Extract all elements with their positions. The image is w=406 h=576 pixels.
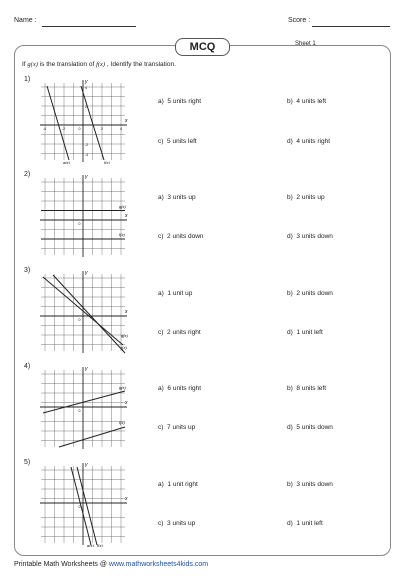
- f-line: [59, 427, 125, 447]
- g-line: [43, 391, 125, 413]
- option-b[interactable]: [287, 290, 333, 297]
- f-label: f(x): [97, 543, 103, 547]
- origin-label: 0: [78, 222, 81, 226]
- option-letter: b): [287, 98, 293, 105]
- coordinate-graph: [37, 363, 131, 451]
- option-a[interactable]: [158, 290, 192, 297]
- g-label: g(x): [63, 160, 70, 164]
- option-text: 1 unit left: [296, 329, 323, 336]
- option-b[interactable]: [287, 194, 325, 201]
- y-axis-label: y: [85, 174, 88, 180]
- option-letter: a): [158, 194, 164, 201]
- coordinate-graph: [37, 459, 131, 547]
- x-axis-label: x: [125, 213, 128, 219]
- f-label: f(x): [121, 345, 127, 350]
- option-letter: c): [158, 329, 164, 336]
- question-number: 1): [24, 76, 31, 83]
- option-c[interactable]: [158, 329, 201, 336]
- coordinate-graph: [37, 76, 131, 164]
- y-axis-label: y: [85, 270, 88, 276]
- instruction-suffix: , Identify the translation.: [105, 61, 176, 68]
- option-letter: a): [158, 98, 164, 105]
- option-letter: c): [158, 233, 164, 240]
- origin-label: 0: [78, 505, 81, 509]
- f-label: f(x): [119, 232, 125, 237]
- option-text: 8 units left: [296, 385, 327, 392]
- option-letter: b): [287, 481, 293, 488]
- question-number: 4): [24, 363, 31, 370]
- option-letter: a): [158, 290, 164, 297]
- x-axis-label: x: [125, 118, 128, 124]
- option-b[interactable]: [287, 385, 326, 392]
- option-text: 5 units right: [167, 98, 202, 105]
- option-d[interactable]: [287, 329, 323, 336]
- option-letter: c): [158, 424, 164, 431]
- y-tick-label: -4: [85, 153, 89, 157]
- x-tick-label: -2: [62, 127, 66, 131]
- option-text: 2 units up: [296, 194, 325, 201]
- x-axis-label: x: [125, 400, 128, 406]
- option-letter: a): [158, 385, 164, 392]
- g-label: g(x): [121, 333, 128, 338]
- y-axis-label: y: [85, 79, 88, 85]
- sheet-label: Sheet 1: [295, 41, 316, 47]
- option-letter: d): [287, 329, 293, 336]
- option-letter: d): [287, 233, 293, 240]
- option-c[interactable]: [158, 424, 195, 431]
- option-a[interactable]: [158, 98, 201, 105]
- option-text: 6 units right: [167, 385, 202, 392]
- mcq-badge: MCQ: [175, 38, 230, 56]
- option-letter: a): [158, 481, 164, 488]
- footer-site-link[interactable]: www.mathworksheets4kids.com: [108, 561, 209, 568]
- name-label: Name :: [14, 17, 37, 24]
- option-letter: c): [158, 520, 164, 527]
- g-label: g(x): [87, 543, 94, 547]
- instruction-prefix: If: [22, 61, 28, 68]
- option-a[interactable]: [158, 194, 196, 201]
- x-axis-label: x: [125, 309, 128, 315]
- option-text: 3 units down: [296, 481, 333, 488]
- option-text: 7 units up: [167, 424, 196, 431]
- origin-label: 0: [78, 409, 81, 413]
- option-letter: d): [287, 520, 293, 527]
- origin-label: 0: [78, 127, 81, 131]
- option-text: 2 units right: [167, 329, 201, 336]
- question-number: 2): [24, 171, 31, 178]
- option-letter: d): [287, 138, 293, 145]
- option-text: 5 units left: [167, 138, 197, 145]
- g-line: [71, 467, 91, 545]
- g-line: [47, 86, 69, 160]
- instruction-g: g(x): [27, 61, 38, 68]
- option-text: 5 units down: [296, 424, 333, 431]
- option-text: 3 units up: [167, 520, 196, 527]
- g-label: g(x): [119, 385, 126, 390]
- option-d[interactable]: [287, 233, 333, 240]
- origin-label: 0: [78, 318, 81, 322]
- option-d[interactable]: [287, 520, 323, 527]
- footer-prefix: Printable Math Worksheets @: [14, 561, 109, 568]
- option-c[interactable]: [158, 233, 204, 240]
- option-letter: c): [158, 138, 164, 145]
- coordinate-graph: [37, 267, 131, 355]
- option-text: 2 units down: [296, 290, 333, 297]
- option-c[interactable]: [158, 520, 195, 527]
- x-tick-label: -4: [43, 127, 47, 131]
- y-tick-label: -2: [85, 143, 89, 147]
- question-number: 5): [24, 459, 31, 466]
- y-axis-label: y: [85, 462, 88, 468]
- footer: [14, 561, 208, 568]
- option-text: 4 units right: [296, 138, 331, 145]
- option-letter: b): [287, 290, 293, 297]
- option-a[interactable]: [158, 385, 201, 392]
- coordinate-graph: [37, 171, 131, 259]
- option-letter: b): [287, 385, 293, 392]
- option-text: 4 units left: [296, 98, 327, 105]
- option-text: 3 units up: [167, 194, 196, 201]
- instruction: [22, 61, 176, 68]
- option-b[interactable]: [287, 481, 333, 488]
- option-letter: d): [287, 424, 293, 431]
- option-d[interactable]: [287, 138, 330, 145]
- y-tick-label: 2: [85, 105, 87, 109]
- option-text: 1 unit right: [167, 481, 198, 488]
- option-text: 2 units down: [167, 233, 204, 240]
- option-c[interactable]: [158, 138, 197, 145]
- option-text: 3 units down: [296, 233, 333, 240]
- x-tick-label: 2: [101, 127, 103, 131]
- question-number: 3): [24, 267, 31, 274]
- x-axis-label: x: [125, 496, 128, 502]
- option-text: 1 unit left: [296, 520, 323, 527]
- g-label: g(x): [119, 204, 126, 209]
- option-a[interactable]: [158, 481, 198, 488]
- y-tick-label: 4: [85, 86, 87, 90]
- f-label: f(x): [104, 160, 110, 164]
- name-field[interactable]: [42, 26, 136, 27]
- f-label: f(x): [119, 420, 125, 425]
- y-axis-label: y: [85, 366, 88, 372]
- score-field[interactable]: [312, 26, 390, 27]
- option-text: 1 unit up: [167, 290, 193, 297]
- x-tick-label: 4: [120, 127, 122, 131]
- instruction-mid: is the translation of: [37, 61, 97, 68]
- option-letter: b): [287, 194, 293, 201]
- instruction-f: f(x): [96, 61, 106, 68]
- score-label: Score :: [288, 17, 311, 24]
- option-d[interactable]: [287, 424, 333, 431]
- option-b[interactable]: [287, 98, 326, 105]
